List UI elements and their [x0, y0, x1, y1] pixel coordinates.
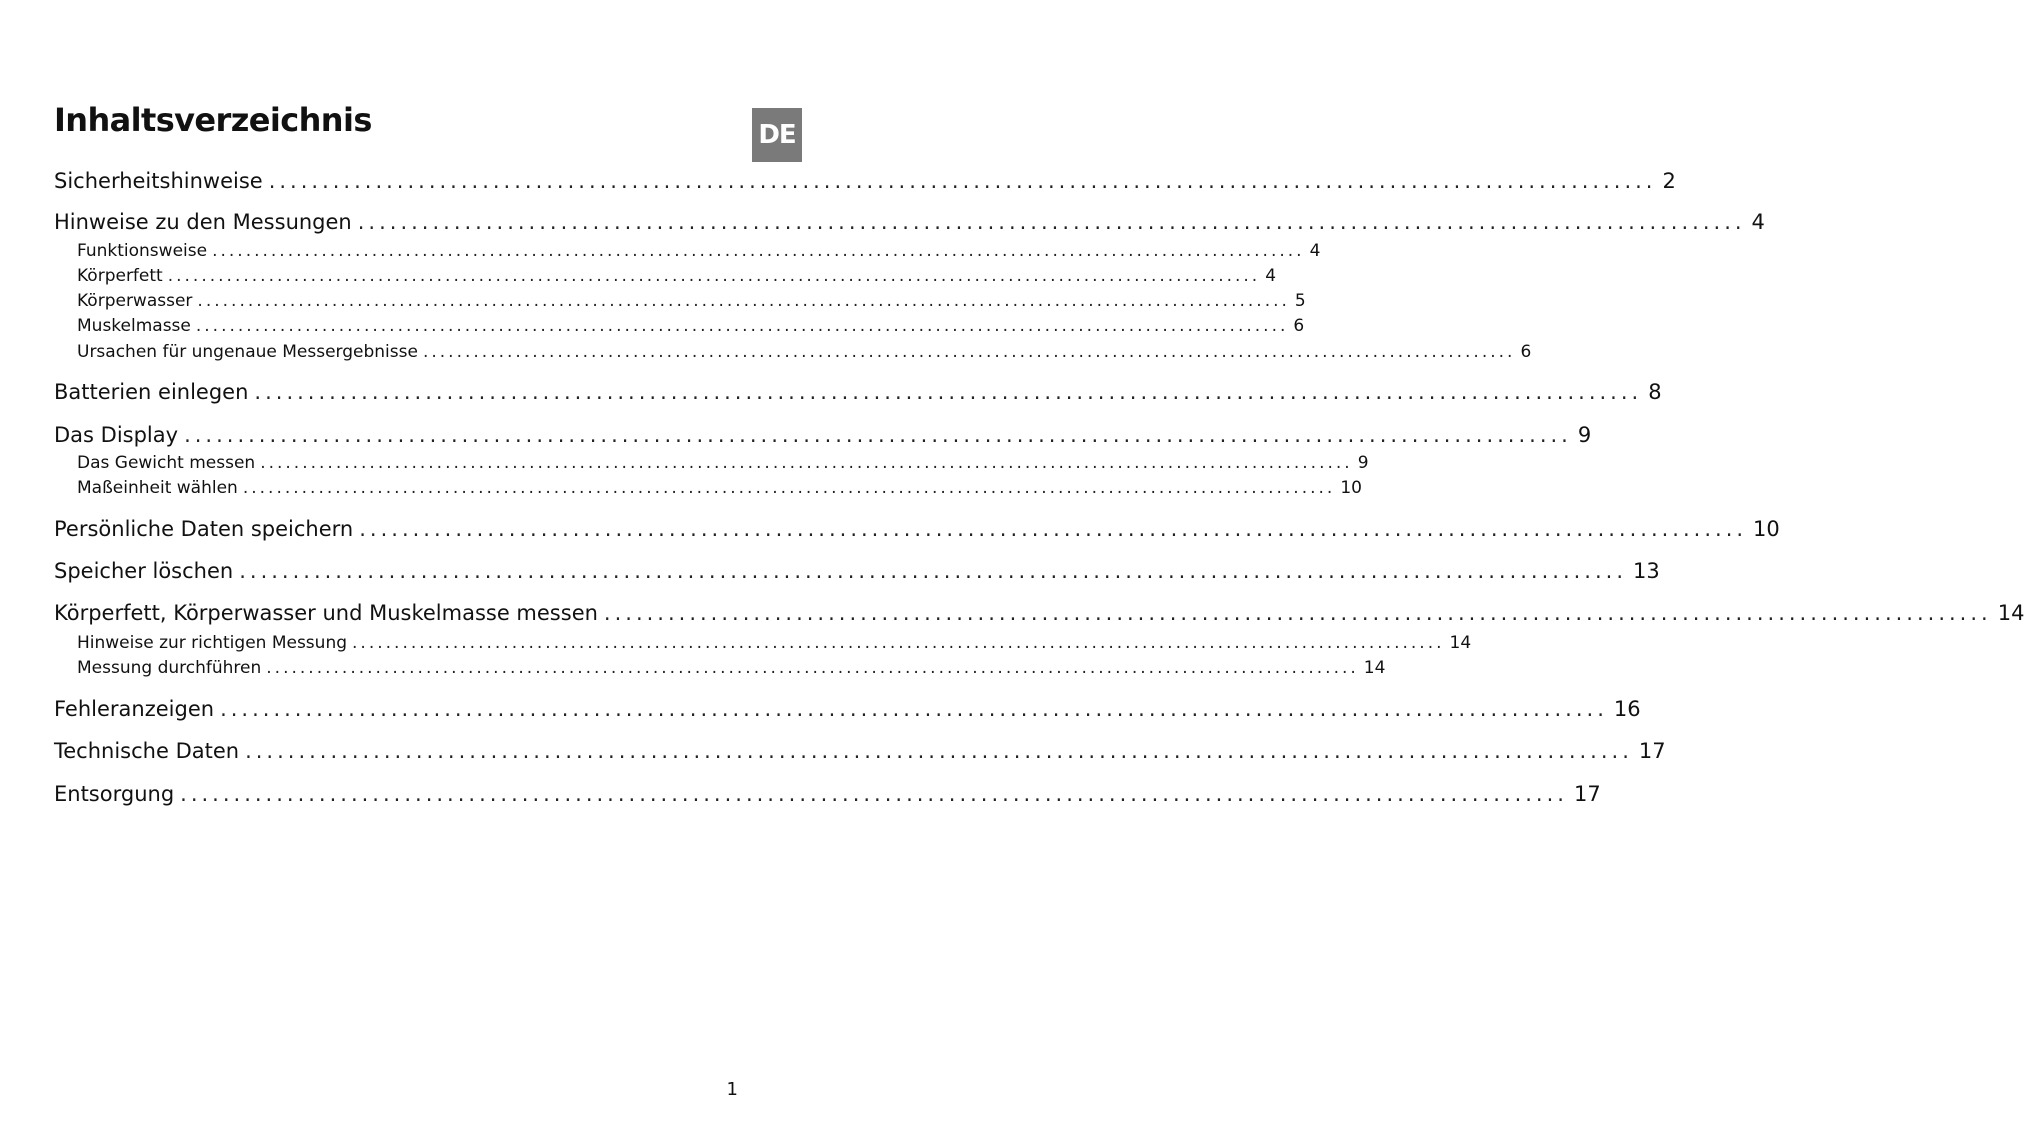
toc-entry-page: 17	[1638, 739, 1666, 763]
dot-leader: ..................................................................................................................................	[184, 423, 1572, 447]
toc-entry-label: Körperfett	[77, 266, 163, 286]
toc-entry-koerperfett-messen[interactable]	[54, 598, 2024, 628]
toc-entry-label: Messung durchführen	[77, 658, 262, 678]
page-title: Inhaltsverzeichnis	[54, 101, 372, 139]
toc-subentry-ursachen[interactable]	[77, 340, 1532, 364]
toc-subentry-hinweise-messung[interactable]	[77, 631, 1472, 655]
toc-entry-label: Funktionsweise	[77, 241, 208, 261]
toc-entry-fehleranzeigen[interactable]	[54, 694, 1641, 724]
toc-entry-page: 6	[1293, 316, 1305, 336]
toc-entry-page: 14	[1449, 633, 1472, 653]
toc-entry-label: Körperwasser	[77, 291, 193, 311]
toc-entry-hinweise-messungen[interactable]	[54, 207, 1765, 237]
toc-entry-label: Hinweise zur richtigen Messung	[77, 633, 348, 653]
dot-leader: ..................................................................................................................................	[357, 210, 1746, 234]
toc-entry-page: 4	[1751, 210, 1765, 234]
page-number: 1	[726, 1079, 738, 1100]
toc-entry-page: 13	[1633, 559, 1660, 583]
dot-leader: ..................................................................................................................................	[180, 782, 1568, 806]
dot-leader: ..................................................................................................................................	[352, 633, 1445, 653]
dot-leader: ..................................................................................................................................	[220, 697, 1608, 721]
toc-entry-speicher-loeschen[interactable]	[54, 556, 1660, 586]
toc-entry-page: 5	[1294, 291, 1306, 311]
toc-entry-page: 2	[1662, 169, 1676, 193]
dot-leader: ..................................................................................................................................	[195, 316, 1289, 336]
toc-entry-batterien[interactable]	[54, 377, 1662, 407]
toc-entry-label: Persönliche Daten speichern	[54, 517, 354, 541]
toc-entry-label: Technische Daten	[54, 739, 240, 763]
toc-entry-page: 6	[1520, 342, 1532, 362]
toc-entry-display[interactable]	[54, 420, 1592, 450]
toc-subentry-muskelmasse[interactable]	[77, 314, 1305, 338]
dot-leader: ..................................................................................................................................	[603, 601, 1992, 625]
dot-leader: ..................................................................................................................................	[422, 342, 1516, 362]
dot-leader: ..................................................................................................................................	[245, 739, 1633, 763]
dot-leader: ..................................................................................................................................	[242, 478, 1336, 498]
toc-entry-page: 4	[1309, 241, 1321, 261]
dot-leader: ..................................................................................................................................	[266, 658, 1359, 678]
dot-leader: ..................................................................................................................................	[212, 241, 1305, 261]
toc-subentry-funktionsweise[interactable]	[77, 239, 1321, 263]
toc-entry-page: 4	[1265, 266, 1277, 286]
toc-entry-label: Fehleranzeigen	[54, 697, 215, 721]
toc-entry-label: Entsorgung	[54, 782, 175, 806]
dot-leader: ..................................................................................................................................	[260, 453, 1353, 473]
toc-entry-label: Batterien einlegen	[54, 380, 249, 404]
dot-leader: ..................................................................................................................................	[239, 559, 1628, 583]
dot-leader: ..................................................................................................................................	[268, 169, 1657, 193]
toc-entry-persoenliche-daten[interactable]	[54, 514, 1780, 544]
toc-entry-technische-daten[interactable]	[54, 736, 1666, 766]
toc-entry-label: Das Gewicht messen	[77, 453, 256, 473]
toc-entry-label: Maßeinheit wählen	[77, 478, 238, 498]
dot-leader: ..................................................................................................................................	[167, 266, 1261, 286]
toc-entry-label: Das Display	[54, 423, 179, 447]
toc-subentry-koerperwasser[interactable]	[77, 289, 1306, 313]
toc-subentry-gewicht[interactable]	[77, 451, 1369, 475]
dot-leader: ..................................................................................................................................	[197, 291, 1290, 311]
toc-entry-label: Körperfett, Körperwasser und Muskelmasse messen	[54, 601, 598, 625]
toc-entry-page: 14	[1997, 601, 2024, 625]
dot-leader: ..................................................................................................................................	[254, 380, 1643, 404]
toc-subentry-koerperfett[interactable]	[77, 264, 1277, 288]
toc-entry-page: 9	[1577, 423, 1592, 447]
toc-entry-page: 17	[1573, 782, 1601, 806]
toc-entry-page: 10	[1340, 478, 1362, 498]
language-tab: DE	[752, 108, 802, 162]
toc-entry-page: 10	[1753, 517, 1780, 541]
toc-entry-label: Ursachen für ungenaue Messergebnisse	[77, 342, 418, 362]
toc-subentry-messung-durchfuehren[interactable]	[77, 656, 1386, 680]
toc-entry-label: Sicherheitshinweise	[54, 169, 263, 193]
toc-entry-entsorgung[interactable]	[54, 779, 1601, 809]
toc-entry-label: Speicher löschen	[54, 559, 234, 583]
toc-entry-page: 16	[1613, 697, 1641, 721]
toc-entry-label: Muskelmasse	[77, 316, 191, 336]
toc-entry-sicherheitshinweise[interactable]	[54, 166, 1676, 196]
dot-leader: ..................................................................................................................................	[359, 517, 1748, 541]
toc-entry-page: 9	[1357, 453, 1369, 473]
toc-subentry-masseinheit[interactable]	[77, 476, 1362, 500]
toc-entry-page: 14	[1363, 658, 1386, 678]
toc-entry-page: 8	[1648, 380, 1662, 404]
toc-entry-label: Hinweise zu den Messungen	[54, 210, 352, 234]
